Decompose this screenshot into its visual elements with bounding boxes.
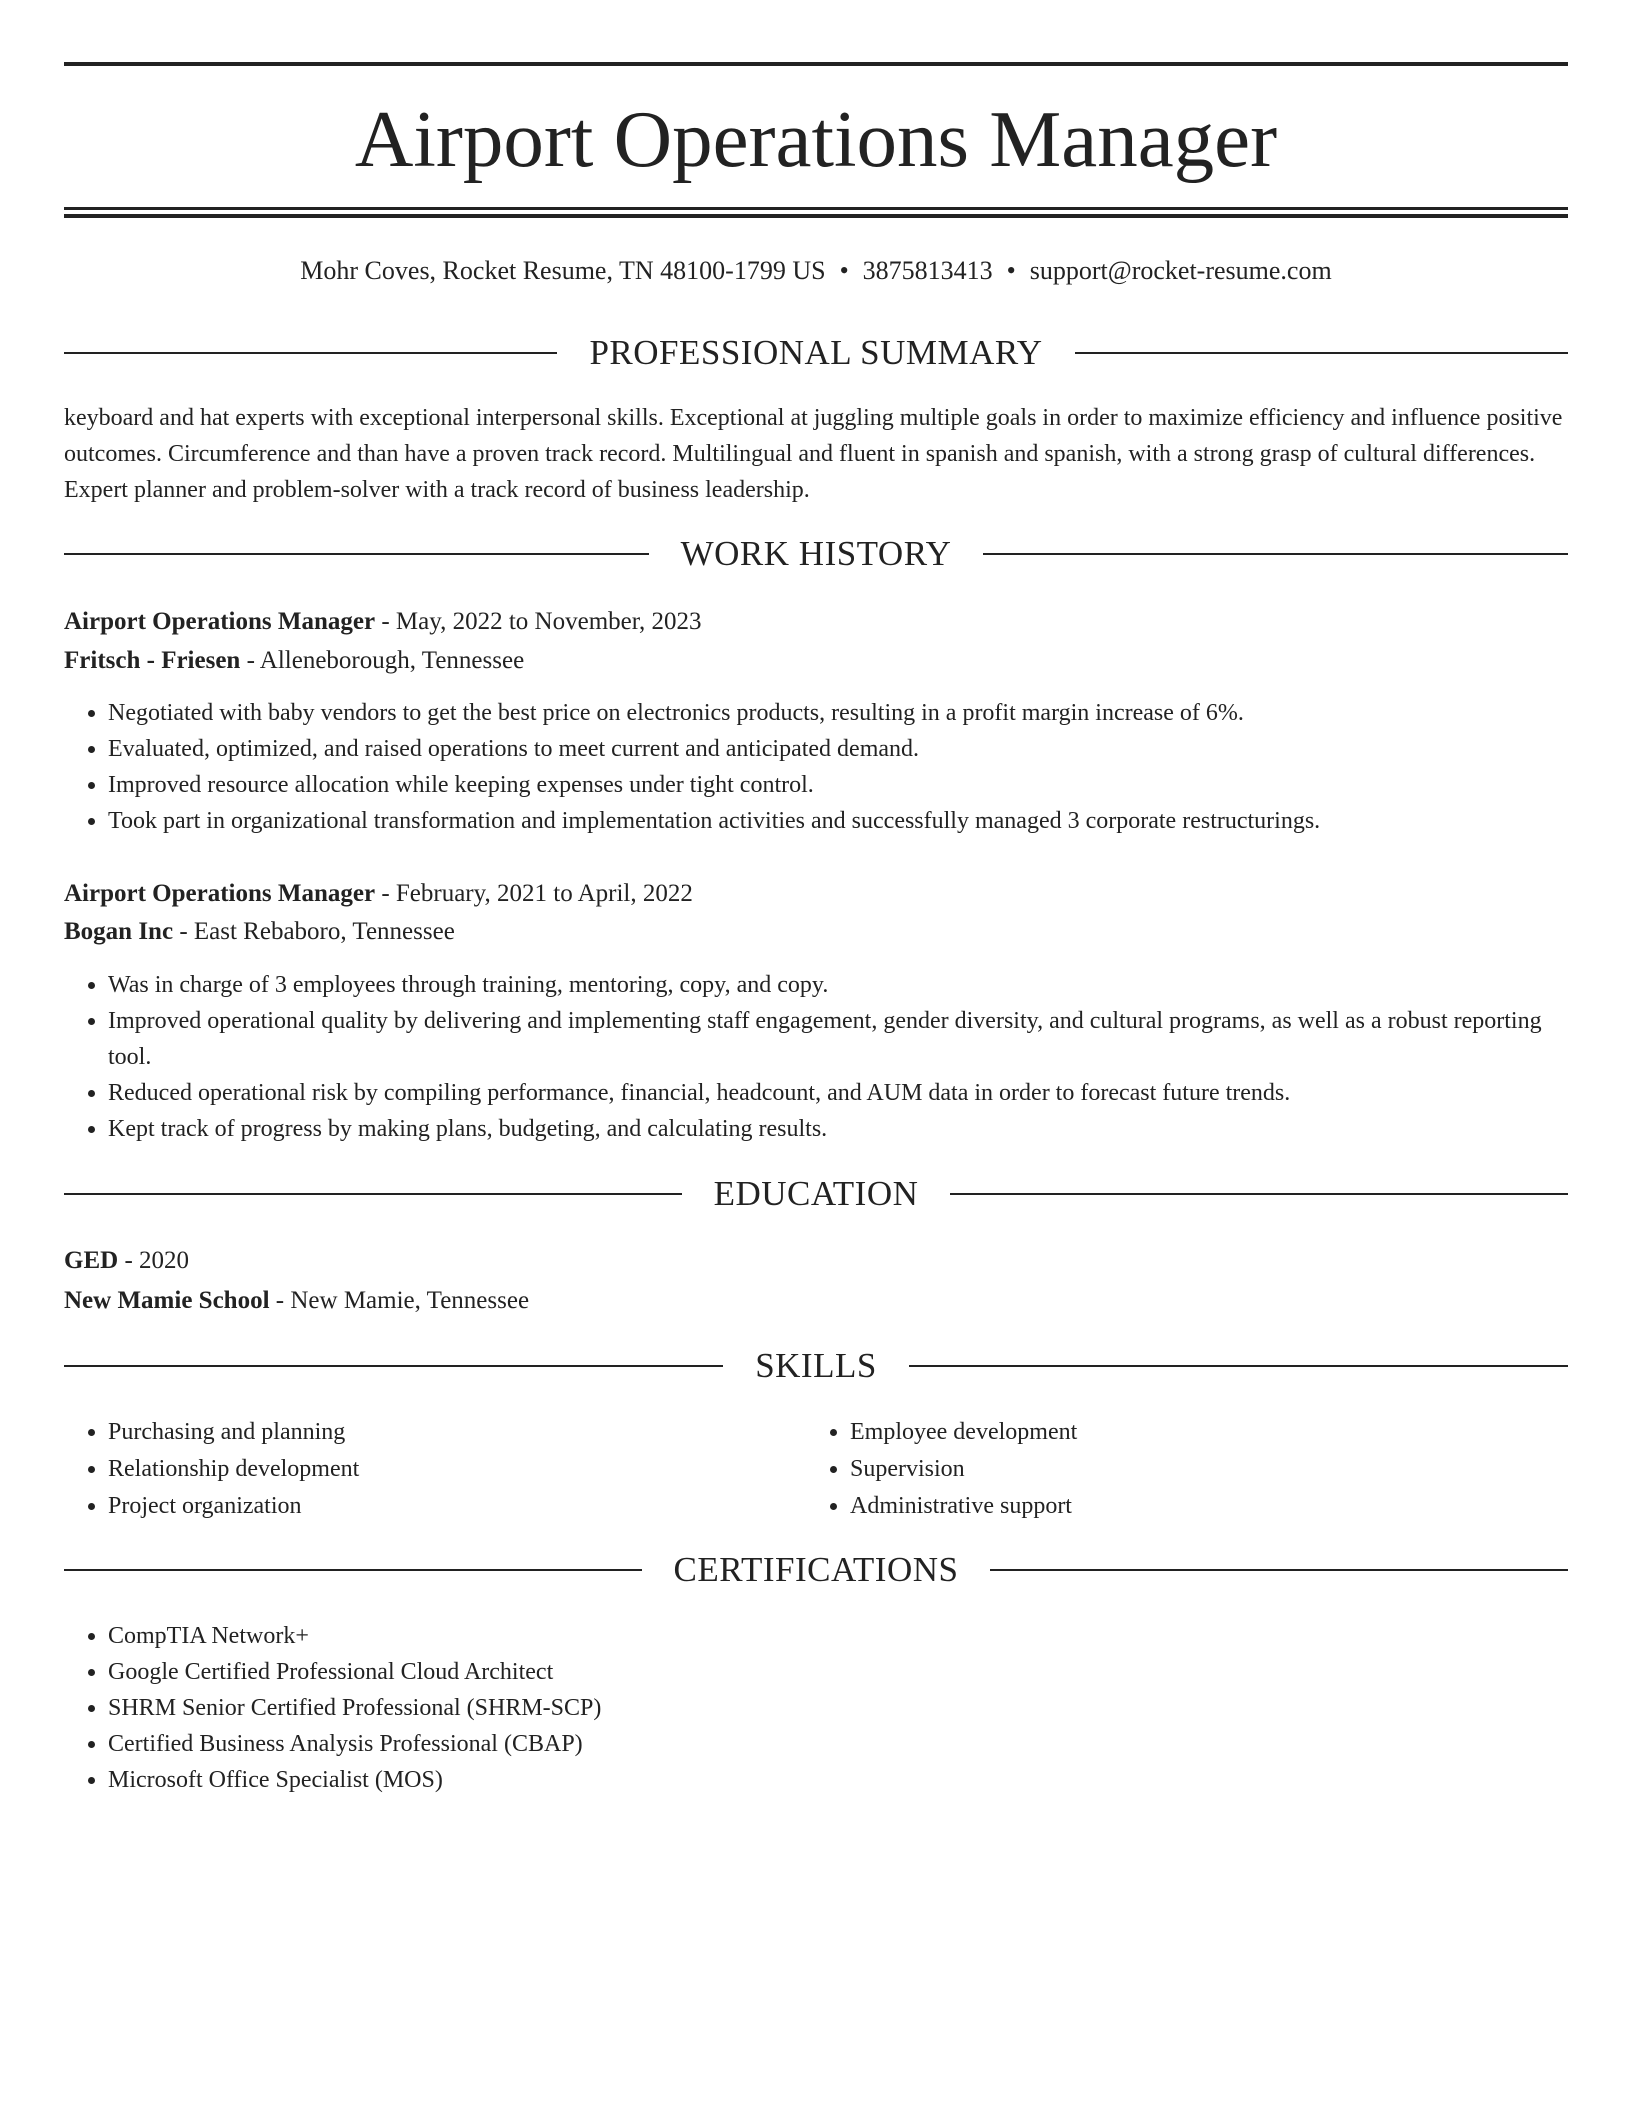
- job-title: Airport Operations Manager: [64, 608, 376, 635]
- list-item: • Project organization: [108, 1488, 808, 1525]
- heading-rule-right: [1075, 352, 1568, 354]
- job-company: Fritsch - Friesen: [64, 647, 241, 674]
- list-item: • Supervision: [850, 1451, 1550, 1488]
- contact-phone: 3875813413: [862, 256, 993, 285]
- job-company-line: Fritsch - Friesen - Alleneborough, Tennessee: [64, 647, 525, 674]
- section-heading-certifications: [64, 1548, 1568, 1592]
- resume-title: Airport Operations Manager: [354, 94, 1278, 184]
- contact-separator: •: [839, 256, 849, 285]
- list-item: • Administrative support: [850, 1488, 1550, 1525]
- heading-rule-right: [990, 1569, 1568, 1571]
- education-degree: GED: [64, 1247, 119, 1274]
- section-title: PROFESSIONAL SUMMARY: [589, 333, 1043, 372]
- section-heading-skills: [64, 1344, 1568, 1388]
- list-item: • Relationship development: [108, 1451, 808, 1488]
- list-item: • Employee development: [850, 1414, 1550, 1451]
- heading-rule-left: [64, 1569, 642, 1571]
- section-title: EDUCATION: [713, 1174, 919, 1213]
- job-location: Alleneborough, Tennessee: [259, 647, 525, 674]
- certifications-list: [64, 1618, 1568, 1798]
- list-item: • SHRM Senior Certified Professional (SHRM-SCP): [108, 1690, 1568, 1726]
- job-title-line: Airport Operations Manager - May, 2022 to November, 2023: [64, 608, 702, 635]
- education-location: New Mamie, Tennessee: [290, 1287, 530, 1314]
- list-item: • Google Certified Professional Cloud Architect: [108, 1654, 1568, 1690]
- list-item: • Reduced operational risk by compiling performance, financial, headcount, and AUM data in order to forecast future trends.: [108, 1075, 1568, 1111]
- education-school-line: New Mamie School - New Mamie, Tennessee: [64, 1287, 530, 1314]
- section-title: WORK HISTORY: [680, 534, 952, 573]
- education-school: New Mamie School: [64, 1287, 270, 1314]
- skills-list-left: [64, 1414, 808, 1525]
- heading-rule-right: [909, 1365, 1568, 1367]
- heading-rule-left: [64, 553, 649, 555]
- job-title-line: Airport Operations Manager - February, 2021 to April, 2022: [64, 880, 693, 907]
- summary-text: keyboard and hat experts with exceptional interpersonal skills. Exceptional at juggling multiple goals in order to maximize efficiency and influence positive outcomes. Circumference and than have a proven track record. Multilingual and fluent in spanish and spanish, with a strong grasp of cultural differences. Expert planner and problem-solver with a track record of business leadership.: [64, 405, 1563, 503]
- list-item: • Improved operational quality by delivering and implementing staff engagement, gender diversity, and cultural programs, as well as a robust reporting tool.: [108, 1003, 1568, 1075]
- list-item: • CompTIA Network+: [108, 1618, 1568, 1654]
- list-item: • Kept track of progress by making plans, budgeting, and calculating results.: [108, 1111, 1568, 1147]
- section-heading-work-history: [64, 532, 1568, 576]
- section-title: SKILLS: [755, 1346, 877, 1385]
- list-item: • Negotiated with baby vendors to get the best price on electronics products, resulting in a profit margin increase of 6%.: [108, 695, 1568, 731]
- job-company-line: Bogan Inc - East Rebaboro, Tennessee: [64, 918, 455, 945]
- heading-rule-right: [983, 553, 1568, 555]
- skills-list-right: [806, 1414, 1550, 1525]
- education-year: 2020: [139, 1247, 190, 1274]
- job-location: East Rebaboro, Tennessee: [193, 918, 455, 945]
- list-item: • Improved resource allocation while keeping expenses under tight control.: [108, 767, 1568, 803]
- job-title: Airport Operations Manager: [64, 880, 376, 907]
- list-item: • Purchasing and planning: [108, 1414, 808, 1451]
- header-top-rule: [64, 62, 1568, 66]
- list-item: • Took part in organizational transformation and implementation activities and successfully managed 3 corporate restructurings.: [108, 803, 1568, 839]
- list-item: • Evaluated, optimized, and raised operations to meet current and anticipated demand.: [108, 731, 1568, 767]
- job-bullets: [64, 967, 1568, 1147]
- header-double-rule: [64, 207, 1568, 218]
- list-item: • Certified Business Analysis Professional (CBAP): [108, 1726, 1568, 1762]
- section-title: CERTIFICATIONS: [673, 1550, 959, 1589]
- contact-address: Mohr Coves, Rocket Resume, TN 48100-1799 US: [300, 256, 826, 285]
- heading-rule-left: [64, 1365, 723, 1367]
- job-dates: May, 2022 to November, 2023: [395, 608, 702, 635]
- job-company: Bogan Inc: [64, 918, 174, 945]
- job-dates: February, 2021 to April, 2022: [395, 880, 693, 907]
- job-bullets: [64, 695, 1568, 839]
- list-item: • Microsoft Office Specialist (MOS): [108, 1762, 1568, 1798]
- list-item: • Was in charge of 3 employees through training, mentoring, copy, and copy.: [108, 967, 1568, 1003]
- section-heading-education: [64, 1172, 1568, 1216]
- heading-rule-right: [950, 1193, 1568, 1195]
- heading-rule-left: [64, 352, 557, 354]
- section-heading-summary: [64, 331, 1568, 375]
- contact-email: support@rocket-resume.com: [1029, 256, 1332, 285]
- education-degree-line: GED - 2020: [64, 1247, 190, 1274]
- contact-line: [64, 254, 1568, 288]
- contact-separator: •: [1006, 256, 1016, 285]
- heading-rule-left: [64, 1193, 682, 1195]
